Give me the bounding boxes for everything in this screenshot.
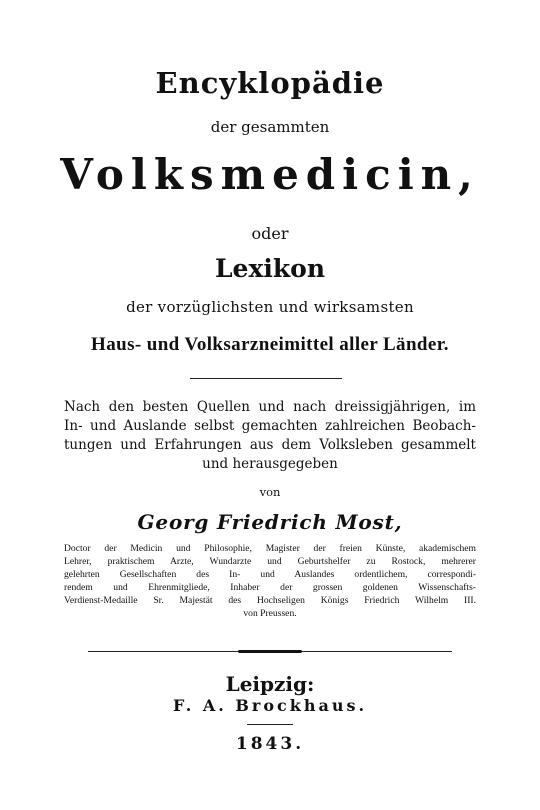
title-volksmedicin: Volksmedicin, xyxy=(60,150,480,199)
bio-line: gelehrten Gesellschaften des In- und Auslandes ordentlichem, correspondi- xyxy=(64,569,476,580)
description xyxy=(64,398,476,474)
bio-line: rendem und Ehrenmitgliede, Inhaber der grossen goldenen Wissenschafts- xyxy=(64,582,476,593)
divider-thick-center xyxy=(238,650,302,653)
bio-line: Verdienst-Medaille Sr. Majestät des Hochseligen Königs Friedrich Wilhelm III. xyxy=(64,595,476,606)
by-von: von xyxy=(259,485,281,499)
divider-year xyxy=(247,724,293,725)
publisher: F. A. Brockhaus. xyxy=(172,696,368,715)
author-name: Georg Friedrich Most, xyxy=(137,510,403,534)
title-der-gesammten: der gesammten xyxy=(210,118,330,136)
publication-place: Leipzig: xyxy=(225,672,315,696)
subtitle-line-1: der vorzüglichsten und wirksamsten xyxy=(126,298,414,316)
bio-line: von Preussen. xyxy=(243,608,297,619)
bio-line: Lehrer, praktischem Arzte, Wundarzte und Geburtshelfer zu Rostock, mehrerer xyxy=(64,556,476,567)
subtitle-lexikon: Lexikon xyxy=(214,254,326,283)
publication-year: 1843. xyxy=(235,734,305,754)
description-line: und herausgegeben xyxy=(202,456,338,472)
conjunction-oder: oder xyxy=(251,224,289,243)
author-bio xyxy=(64,542,476,620)
bio-line: Doctor der Medicin und Philosophie, Magister der freien Künste, akademischem xyxy=(64,543,476,554)
description-line: In- und Auslande selbst gemachten zahlreichen Beobach- xyxy=(64,418,476,434)
subtitle-line-2: Haus- und Volksarzneimittel aller Länder. xyxy=(91,334,449,355)
description-line: tungen und Erfahrungen aus dem Volksleben gesammelt xyxy=(64,437,476,453)
divider-short xyxy=(190,378,342,379)
title-encyklopaedie: Encyklopädie xyxy=(155,66,385,100)
description-line: Nach den besten Quellen und nach dreissigjährigen, im xyxy=(64,399,476,415)
divider-ornamental xyxy=(88,650,452,654)
